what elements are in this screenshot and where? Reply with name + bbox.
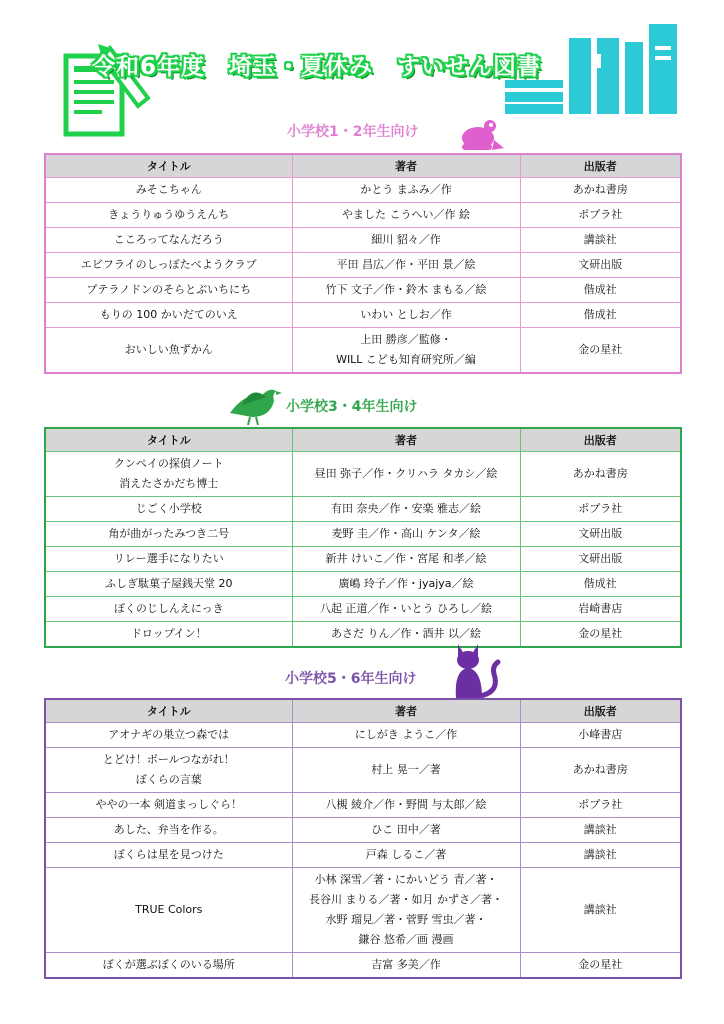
table-row [45, 203, 681, 228]
section-heading-grade-1-2: 小学校1・2年生向け [287, 124, 419, 140]
book-title: TRUE Colors [45, 868, 292, 953]
column-header-publisher: 出版者 [520, 154, 681, 178]
book-author: 細川 貂々／作 [292, 228, 520, 253]
author-line: 水野 瑠見／著・菅野 雪虫／著・ [325, 913, 487, 926]
book-table-grade-1-2 [44, 153, 682, 374]
book-author [292, 868, 520, 953]
table-row [45, 723, 681, 748]
book-publisher: ポプラ社 [520, 497, 681, 522]
book-author: 八起 正道／作・いとう ひろし／絵 [292, 597, 520, 622]
book-publisher: あかね書房 [520, 748, 681, 793]
book-author: 昼田 弥子／作・クリハラ タカシ／絵 [292, 452, 520, 497]
table-row [45, 303, 681, 328]
book-title: ぼくのじしんえにっき [45, 597, 292, 622]
title-line: 消えたさかだち博士 [119, 477, 219, 490]
book-author: 戸森 しるこ／著 [292, 843, 520, 868]
table-row [45, 622, 681, 648]
table-row [45, 547, 681, 572]
book-publisher: ポプラ社 [520, 793, 681, 818]
table-row [45, 497, 681, 522]
book-title: ドロップイン！ [45, 622, 292, 648]
table-row [45, 328, 681, 374]
title-line: とどけ！ボールつながれ！ [102, 753, 235, 766]
book-publisher: 金の星社 [520, 622, 681, 648]
book-title: みそこちゃん [45, 178, 292, 203]
column-header-author: 著者 [292, 154, 520, 178]
book-publisher: 文研出版 [520, 522, 681, 547]
book-publisher: ポプラ社 [520, 203, 681, 228]
table-header-row [45, 699, 681, 723]
table-header-row [45, 154, 681, 178]
book-title: ふしぎ駄菓子屋銭天堂 20 [45, 572, 292, 597]
table-row [45, 278, 681, 303]
column-header-title: タイトル [45, 699, 292, 723]
book-title: リレー選手になりたい [45, 547, 292, 572]
book-author: 竹下 文子／作・鈴木 まもる／絵 [292, 278, 520, 303]
book-author: いわい としお／作 [292, 303, 520, 328]
book-publisher: 岩崎書店 [520, 597, 681, 622]
book-author [292, 328, 520, 374]
book-publisher: 文研出版 [520, 547, 681, 572]
section-heading-grade-3-4: 小学校3・4年生向け [286, 399, 418, 415]
column-header-author: 著者 [292, 428, 520, 452]
column-header-publisher: 出版者 [520, 428, 681, 452]
book-title: ぼくらは星を見つけた [45, 843, 292, 868]
book-publisher: 講談社 [520, 843, 681, 868]
book-title: あした、弁当を作る。 [45, 818, 292, 843]
table-row [45, 818, 681, 843]
book-publisher: 講談社 [520, 818, 681, 843]
frog-icon [456, 118, 506, 152]
table-row [45, 572, 681, 597]
book-author: 八槻 綾介／作・野間 与太郎／絵 [292, 793, 520, 818]
header [0, 0, 724, 140]
book-title [45, 452, 292, 497]
author-line: 長谷川 まりる／著・如月 かずさ／著・ [309, 893, 503, 906]
book-publisher: 文研出版 [520, 253, 681, 278]
book-author: 吉富 多美／作 [292, 953, 520, 979]
book-table-grade-5-6 [44, 698, 682, 979]
book-publisher: 講談社 [520, 228, 681, 253]
book-title: アオナギの巣立つ森では [45, 723, 292, 748]
column-header-author: 著者 [292, 699, 520, 723]
table-row [45, 228, 681, 253]
book-author: 村上 晃一／著 [292, 748, 520, 793]
page-title: 令和6年度 埼玉・夏休み すいせん図書 [92, 54, 542, 80]
book-author: ひこ 田中／著 [292, 818, 520, 843]
author-line: 鎌谷 悠希／画 漫画 [358, 933, 454, 946]
table-row [45, 452, 681, 497]
author-line: 小林 深雪／著・にかいどう 青／著・ [314, 873, 498, 886]
author-line: WILL こども知育研究所／編 [336, 353, 476, 366]
title-line: ぼくらの言葉 [135, 773, 202, 786]
book-title: おいしい魚ずかん [45, 328, 292, 374]
table-row [45, 178, 681, 203]
column-header-publisher: 出版者 [520, 699, 681, 723]
book-title: きょうりゅうゆうえんち [45, 203, 292, 228]
table-row [45, 793, 681, 818]
book-publisher: 偕成社 [520, 572, 681, 597]
author-line: 上田 勝彦／監修・ [360, 333, 452, 346]
table-row [45, 522, 681, 547]
column-header-title: タイトル [45, 154, 292, 178]
table-row [45, 868, 681, 953]
column-header-title: タイトル [45, 428, 292, 452]
table-row [45, 253, 681, 278]
book-title: こころってなんだろう [45, 228, 292, 253]
table-row [45, 953, 681, 979]
book-publisher: 講談社 [520, 868, 681, 953]
book-author: 麦野 圭／作・高山 ケンタ／絵 [292, 522, 520, 547]
book-publisher: 小峰書店 [520, 723, 681, 748]
book-title: 角が曲がったみつき二号 [45, 522, 292, 547]
book-publisher: 金の星社 [520, 953, 681, 979]
cat-icon [448, 640, 502, 700]
section-heading-grade-5-6: 小学校5・6年生向け [285, 671, 417, 687]
book-author: 新井 けいこ／作・宮尾 和孝／絵 [292, 547, 520, 572]
book-publisher: 偕成社 [520, 278, 681, 303]
book-publisher: 偕成社 [520, 303, 681, 328]
book-table-grade-3-4 [44, 427, 682, 648]
book-author: 廣嶋 玲子／作・jyajya／絵 [292, 572, 520, 597]
book-author: にしがき ようこ／作 [292, 723, 520, 748]
book-author: 平田 昌広／作・平田 景／絵 [292, 253, 520, 278]
table-row [45, 843, 681, 868]
book-title: エビフライのしっぽたべようクラブ [45, 253, 292, 278]
book-publisher: あかね書房 [520, 452, 681, 497]
table-row [45, 748, 681, 793]
book-author: やました こうへい／作 絵 [292, 203, 520, 228]
book-title: ぼくが選ぶぼくのいる場所 [45, 953, 292, 979]
title-line: クンペイの探偵ノート [113, 457, 224, 470]
book-title: もりの 100 かいだてのいえ [45, 303, 292, 328]
book-title: プテラノドンのそらとぶいちにち [45, 278, 292, 303]
table-row [45, 597, 681, 622]
book-publisher: あかね書房 [520, 178, 681, 203]
book-publisher: 金の星社 [520, 328, 681, 374]
book-author: 有田 奈央／作・安楽 雅志／絵 [292, 497, 520, 522]
book-author: あさだ りん／作・酒井 以／絵 [292, 622, 520, 648]
bird-icon [226, 383, 282, 427]
book-title: ややの一本 剣道まっしぐら！ [45, 793, 292, 818]
book-title: じごく小学校 [45, 497, 292, 522]
book-title [45, 748, 292, 793]
table-header-row [45, 428, 681, 452]
book-author: かとう まふみ／作 [292, 178, 520, 203]
